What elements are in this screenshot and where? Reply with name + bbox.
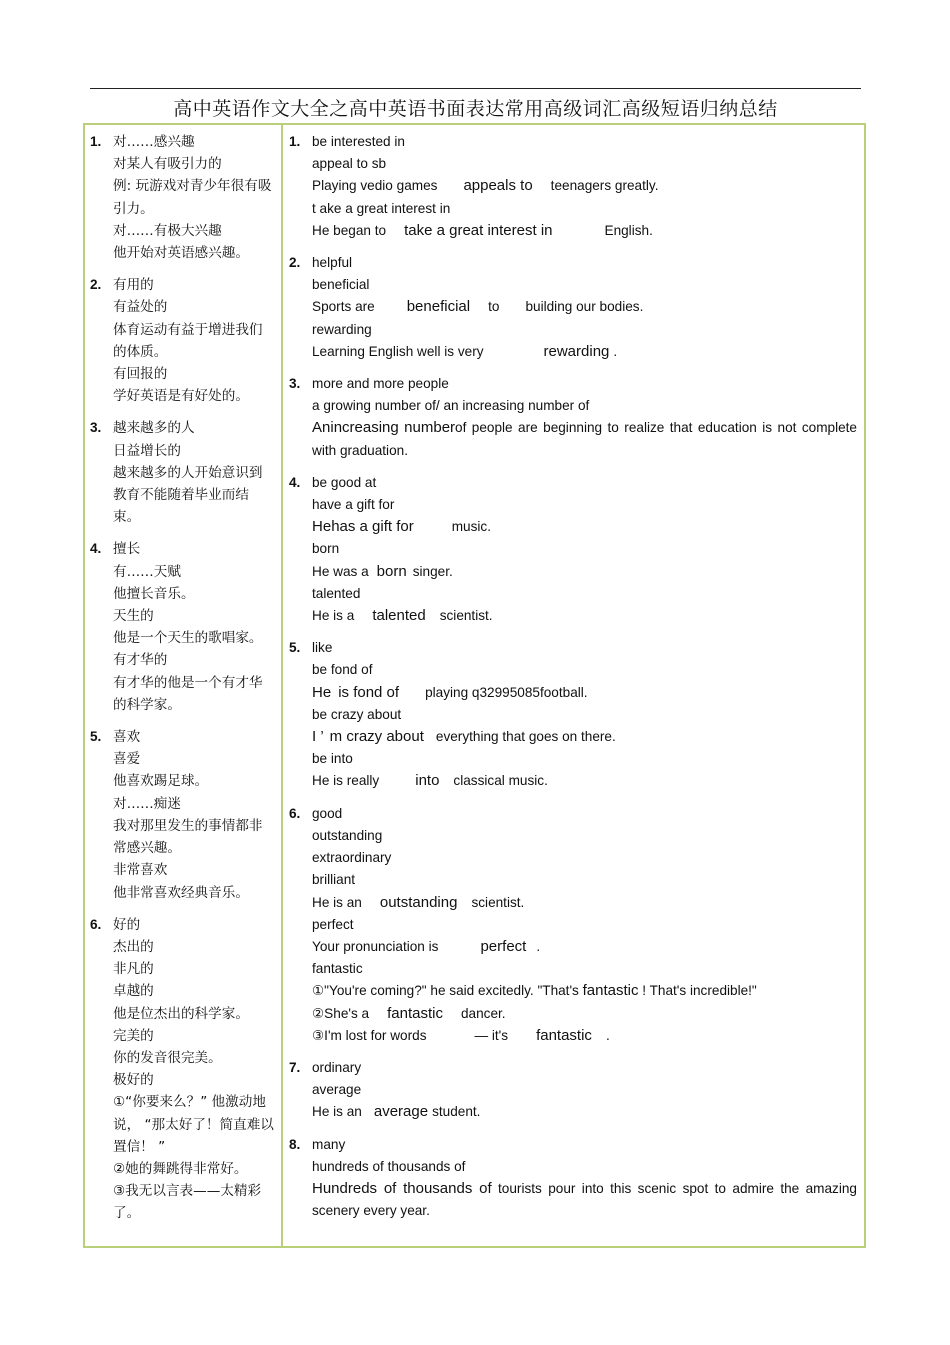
en-line: be good at: [312, 474, 377, 490]
en-example: ②She's a fantastic dancer.: [312, 1004, 506, 1022]
en-line: be interested in: [312, 134, 405, 149]
chinese-column: [90, 131, 275, 1235]
en-example: He is fond of playing q32995085football.: [312, 683, 588, 701]
page-title: 高中英语作文大全之高中英语书面表达常用高级词汇高级短语归纳总结: [173, 98, 778, 120]
en-example: He is really into classical music.: [312, 772, 548, 790]
section-number: 6.: [90, 916, 102, 932]
cn-line: 天生的: [113, 608, 154, 625]
en-line: be into: [312, 751, 353, 767]
en-example: He began to take a great interest in English.: [312, 221, 653, 239]
section-number: 4.: [289, 474, 301, 490]
en-line: more and more people: [312, 376, 449, 392]
section-number: 1.: [90, 134, 102, 149]
cn-line: 极好的: [113, 1072, 154, 1089]
cn-line: ②她的舞跳得非常好。: [113, 1160, 248, 1177]
en-line: have a gift for: [312, 497, 395, 513]
cn-line: 体育运动有益于增进我们的体质。: [113, 321, 263, 360]
en-line: talented: [312, 585, 361, 601]
en-section-1: [289, 131, 857, 242]
cn-line: 有才华的他是一个有才华的科学家。: [113, 674, 263, 713]
cn-line: 杰出的: [113, 938, 154, 955]
cn-line: ③我无以言表——太精彩了。: [113, 1183, 262, 1222]
en-section-8: [289, 1134, 857, 1223]
cn-line: 喜爱: [113, 751, 141, 768]
section-number: 8.: [289, 1136, 301, 1152]
en-line: outstanding: [312, 827, 383, 843]
en-line: like: [312, 640, 333, 656]
cn-line: 有回报的: [113, 366, 168, 383]
en-line: be crazy about: [312, 706, 402, 722]
cn-line: 学好英语是有好处的。: [113, 388, 249, 405]
en-line: good: [312, 805, 343, 821]
en-example: Your pronunciation is perfect .: [312, 937, 541, 955]
cn-section: [90, 538, 275, 716]
cn-line: 对……有极大兴趣: [113, 222, 222, 239]
cn-line: 有益处的: [113, 299, 168, 316]
en-line: born: [312, 541, 340, 557]
english-column: [289, 131, 857, 1232]
cn-section: [90, 274, 275, 407]
en-example: He is an average student.: [312, 1103, 481, 1121]
section-number: 6.: [289, 805, 301, 821]
section-number: 3.: [90, 420, 102, 436]
en-line: perfect: [312, 916, 354, 932]
en-example: He is an outstanding scientist.: [312, 893, 525, 911]
en-line: average: [312, 1082, 362, 1098]
en-line: brilliant: [312, 872, 356, 888]
cn-line: 例: 玩游戏对青少年很有吸引力。: [113, 178, 272, 217]
cn-line: 我对那里发生的事情都非常感兴趣。: [113, 817, 263, 857]
en-line: be fond of: [312, 662, 373, 678]
en-example: He is a talented scientist.: [312, 607, 493, 625]
en-line: extraordinary: [312, 850, 392, 866]
cn-line: 他喜欢踢足球。: [113, 773, 209, 790]
cn-line: 有用的: [113, 277, 154, 294]
cn-line: 好的: [113, 916, 141, 933]
cn-line: 他开始对英语感兴趣。: [113, 245, 249, 262]
en-example: Hundreds of thousands of tourists pour into this scenic spot to admire the amazing scenery every year.: [312, 1179, 857, 1219]
en-example: ①"You're coming?" he said excitedly. "That's fantastic ! That's incredible!": [312, 982, 757, 1000]
cn-line: 他非常喜欢经典音乐。: [113, 884, 249, 901]
cn-section: [90, 726, 275, 904]
en-line: hundreds of thousands of: [312, 1158, 466, 1174]
en-line: many: [312, 1136, 346, 1152]
en-example: Learning English well is very rewarding .: [312, 342, 618, 360]
section-number: 5.: [90, 729, 102, 745]
cn-line: 完美的: [113, 1027, 154, 1044]
en-section-3: [289, 373, 857, 462]
cn-line: 擅长: [113, 541, 141, 558]
cn-line: 卓越的: [113, 983, 154, 1000]
cn-line: 对……感兴趣: [113, 134, 195, 150]
en-example: He was a born singer.: [312, 562, 453, 580]
cn-line: 喜欢: [113, 729, 141, 746]
section-number: 2.: [289, 255, 301, 271]
cn-line: 非凡的: [113, 961, 154, 978]
section-number: 5.: [289, 640, 301, 656]
en-line: fantastic: [312, 961, 363, 977]
section-number: 3.: [289, 376, 301, 392]
cn-line: 对……痴迷: [113, 795, 181, 812]
cn-section: [90, 131, 275, 264]
en-example: Playing vedio games appeals to teenagers greatly.: [312, 177, 659, 195]
cn-section: [90, 914, 275, 1225]
en-example: ③I'm lost for words — it's fantastic .: [312, 1026, 610, 1044]
en-line: rewarding: [312, 321, 372, 337]
cn-line: 越来越多的人: [113, 420, 195, 437]
en-example: Hehas a gift for music.: [312, 518, 492, 536]
column-divider: [281, 123, 283, 1248]
cn-line: 有才华的: [113, 652, 168, 669]
cn-section: [90, 417, 275, 528]
cn-line: 对某人有吸引力的: [113, 156, 222, 173]
cn-line: 他是一个天生的歌唱家。: [113, 630, 263, 647]
en-section-2: [289, 252, 857, 363]
en-section-4: [289, 472, 857, 627]
section-number: 1.: [289, 134, 301, 149]
en-example: Anincreasing numberof people are beginning to realize that education is not complete with graduation.: [312, 419, 857, 458]
section-number: 4.: [90, 541, 102, 557]
cn-line: 他擅长音乐。: [113, 585, 195, 602]
en-example: I ’ m crazy about everything that goes on there.: [312, 728, 616, 746]
en-line: ordinary: [312, 1059, 362, 1075]
en-line: a growing number of/ an increasing number of: [312, 398, 590, 414]
section-number: 2.: [90, 277, 102, 293]
cn-line: 非常喜欢: [113, 862, 168, 879]
en-line: t ake a great interest in: [312, 200, 451, 216]
en-line: appeal to sb: [312, 156, 387, 172]
en-example: Sports are beneficial to building our bodies.: [312, 298, 644, 316]
cn-line: 有……天赋: [113, 563, 181, 580]
cn-line: ①“你要来么？” 他激动地说， “那太好了！简直难以置信！ ”: [113, 1094, 274, 1155]
en-line: helpful: [312, 255, 353, 271]
cn-line: 日益增长的: [113, 442, 181, 459]
cn-line: 越来越多的人开始意识到教育不能随着毕业而结束。: [113, 464, 263, 526]
en-section-7: [289, 1057, 857, 1124]
en-line: beneficial: [312, 277, 370, 293]
cn-line: 他是位杰出的科学家。: [113, 1005, 249, 1022]
section-number: 7.: [289, 1059, 301, 1075]
en-section-5: [289, 637, 857, 792]
header-rule: [90, 88, 861, 89]
en-section-6: [289, 803, 857, 1047]
cn-line: 你的发音很完美。: [113, 1049, 222, 1066]
